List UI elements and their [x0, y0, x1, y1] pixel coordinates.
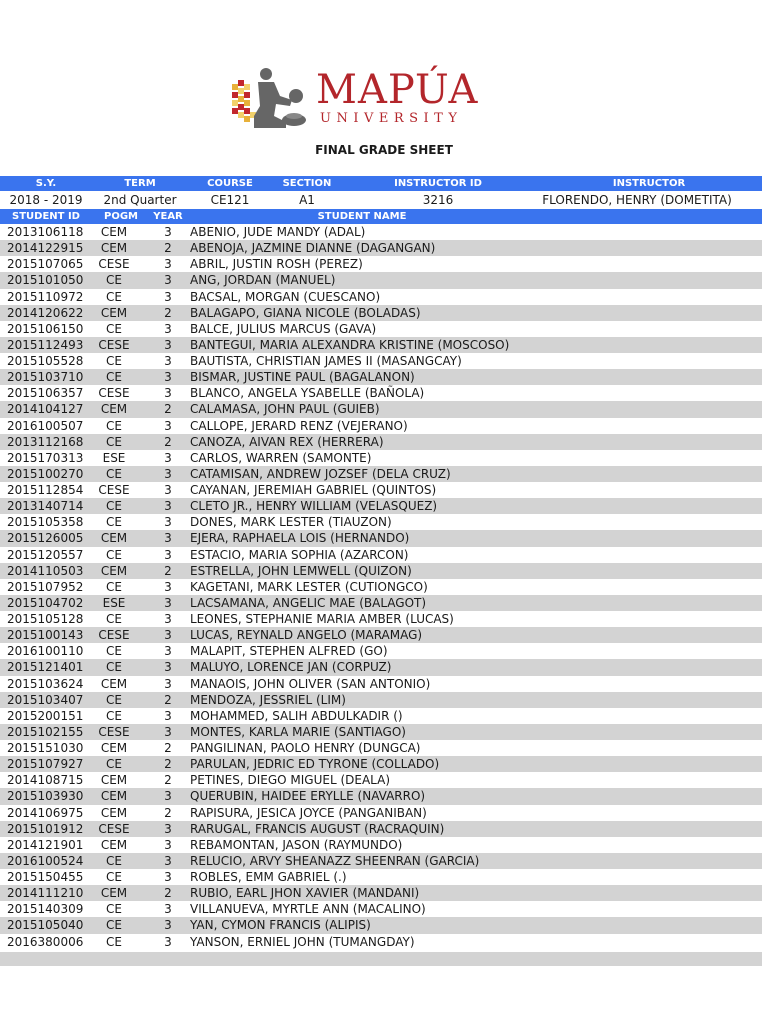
pogm-cell: CEM [100, 773, 128, 788]
university-seal-icon [230, 66, 310, 130]
table-row [0, 224, 762, 240]
student-name-cell: YAN, CYMON FRANCIS (ALIPIS) [190, 918, 371, 933]
year-cell: 2 [164, 241, 172, 256]
student-name-cell: BANTEGUI, MARIA ALEXANDRA KRISTINE (MOSCOSO) [190, 337, 510, 352]
student-name-cell: BALCE, JULIUS MARCUS (GAVA) [190, 321, 377, 336]
student-name-cell: REBAMONTAN, JASON (RAYMUNDO) [190, 837, 403, 852]
student-name-cell: ROBLES, EMM GABRIEL (.) [190, 870, 347, 884]
student-id-cell: 2015150455 [7, 870, 84, 884]
student-name-cell: EJERA, RAPHAELA LOIS (HERNANDO) [190, 531, 410, 546]
year-cell: 3 [164, 595, 172, 610]
table-row [0, 788, 762, 804]
year-cell: 3 [164, 902, 172, 917]
student-id-cell: 2015103624 [7, 676, 84, 691]
student-id-cell: 2015106357 [7, 386, 84, 401]
table-row [0, 708, 762, 724]
year-cell: 3 [164, 612, 172, 626]
pogm-cell: CE [106, 902, 122, 917]
year-cell: 2 [164, 773, 172, 788]
info-instructor: FLORENDO, HENRY (DOMETITA) [542, 193, 732, 207]
student-name-cell: CLETO JR., HENRY WILLIAM (VELASQUEZ) [190, 499, 438, 514]
student-name-cell: KAGETANI, MARK LESTER (CUTIONGCO) [190, 579, 428, 594]
pogm-cell: CE [106, 918, 122, 933]
table-row [0, 547, 762, 563]
student-name-cell: MENDOZA, JESSRIEL (LIM) [190, 692, 346, 707]
pogm-cell: CEM [100, 225, 128, 239]
table-footer-band [0, 952, 762, 966]
student-name-cell: ANG, JORDAN (MANUEL) [190, 273, 336, 288]
year-cell: 3 [164, 724, 172, 739]
university-logo [230, 66, 480, 130]
year-cell: 3 [164, 934, 172, 949]
table-row [0, 659, 762, 675]
header-section: SECTION [282, 178, 332, 189]
table-row [0, 643, 762, 659]
year-cell: 3 [164, 337, 172, 352]
info-instructor-id: 3216 [422, 193, 454, 207]
student-id-cell: 2014104127 [7, 402, 84, 417]
table-row [0, 676, 762, 692]
student-id-cell: 2013140714 [7, 499, 84, 514]
student-id-cell: 2014108715 [7, 773, 84, 788]
pogm-cell: CE [106, 289, 122, 304]
student-name-cell: CALLOPE, JERARD RENZ (VEJERANO) [190, 418, 408, 433]
student-id-cell: 2013112168 [7, 434, 84, 449]
pogm-cell: CESE [98, 257, 130, 272]
pogm-cell: CE [106, 660, 122, 675]
info-section: A1 [299, 193, 315, 207]
table-row [0, 595, 762, 611]
year-cell: 3 [164, 579, 172, 594]
year-cell: 3 [164, 660, 172, 675]
pogm-cell: CE [106, 466, 122, 481]
student-id-cell: 2015101912 [7, 821, 84, 836]
pogm-cell: CE [106, 370, 122, 385]
header-sy: S.Y. [35, 178, 57, 189]
year-cell: 3 [164, 870, 172, 884]
student-id-cell: 2015121401 [7, 660, 84, 675]
student-name-cell: QUERUBIN, HAIDEE ERYLLE (NAVARRO) [190, 789, 426, 804]
table-row [0, 450, 762, 466]
year-cell: 3 [164, 483, 172, 497]
student-id-cell: 2015102155 [7, 724, 84, 739]
student-id-cell: 2015107927 [7, 757, 84, 772]
student-id-cell: 2015107952 [7, 579, 84, 594]
pogm-cell: CEM [100, 563, 128, 578]
table-row [0, 369, 762, 385]
student-id-cell: 2014110503 [7, 563, 84, 578]
pogm-cell: CEM [100, 837, 128, 852]
pogm-cell: CEM [100, 676, 128, 691]
course-header-band [0, 176, 762, 191]
student-name-cell: PETINES, DIEGO MIGUEL (DEALA) [190, 773, 391, 788]
student-id-cell: 2015120557 [7, 547, 84, 562]
student-name-cell: MONTES, KARLA MARIE (SANTIAGO) [190, 724, 406, 739]
student-name-cell: ESTACIO, MARIA SOPHIA (AZARCON) [190, 547, 409, 562]
student-name-cell: LEONES, STEPHANIE MARIA AMBER (LUCAS) [190, 612, 454, 626]
header-pogm: POGM [104, 211, 138, 222]
student-name-cell: PANGILINAN, PAOLO HENRY (DUNGCA) [190, 741, 421, 755]
student-name-cell: BACSAL, MORGAN (CUESCANO) [190, 289, 381, 304]
table-row [0, 482, 762, 498]
table-row [0, 498, 762, 514]
pogm-cell: CEM [100, 402, 128, 417]
year-cell: 3 [164, 918, 172, 933]
pogm-cell: CE [106, 853, 122, 868]
year-cell: 2 [164, 563, 172, 578]
student-id-cell: 2016100524 [7, 853, 84, 868]
pogm-cell: CE [106, 354, 122, 368]
student-id-cell: 2014106975 [7, 805, 84, 820]
year-cell: 3 [164, 321, 172, 336]
year-cell: 3 [164, 273, 172, 288]
table-row [0, 934, 762, 950]
year-cell: 3 [164, 708, 172, 723]
year-cell: 3 [164, 450, 172, 465]
table-row [0, 901, 762, 917]
student-name-cell: RUBIO, EARL JHON XAVIER (MANDANI) [190, 886, 420, 901]
info-course: CE121 [210, 193, 250, 207]
pogm-cell: CESE [98, 337, 130, 352]
student-name-cell: MALAPIT, STEPHEN ALFRED (GO) [190, 644, 388, 659]
pogm-cell: CEM [100, 789, 128, 804]
header-student-id: STUDENT ID [12, 211, 80, 222]
year-cell: 3 [164, 466, 172, 481]
student-id-cell: 2014111210 [7, 886, 84, 901]
table-row [0, 772, 762, 788]
table-row [0, 434, 762, 450]
pogm-cell: CE [106, 934, 122, 949]
student-id-cell: 2015103710 [7, 370, 84, 385]
pogm-cell: CE [106, 612, 122, 626]
pogm-cell: CEM [100, 305, 128, 320]
pogm-cell: CESE [98, 724, 130, 739]
student-id-cell: 2015105128 [7, 612, 84, 626]
student-name-cell: ABENIO, JUDE MANDY (ADAL) [190, 225, 366, 239]
student-id-cell: 2015112854 [7, 483, 84, 497]
year-cell: 3 [164, 853, 172, 868]
table-row [0, 869, 762, 885]
header-instructor-id: INSTRUCTOR ID [394, 178, 482, 189]
year-cell: 3 [164, 225, 172, 239]
student-id-cell: 2015151030 [7, 741, 84, 755]
table-row [0, 611, 762, 627]
pogm-cell: CESE [98, 628, 130, 643]
table-row [0, 821, 762, 837]
table-row [0, 917, 762, 933]
table-row [0, 530, 762, 546]
table-row [0, 885, 762, 901]
student-id-cell: 2014120622 [7, 305, 84, 320]
year-cell: 2 [164, 402, 172, 417]
student-name-cell: RELUCIO, ARVY SHEANAZZ SHEENRAN (GARCIA) [190, 853, 480, 868]
student-id-cell: 2016100110 [7, 644, 84, 659]
table-row [0, 724, 762, 740]
header-instructor: INSTRUCTOR [612, 178, 686, 189]
student-name-cell: MALUYO, LORENCE JAN (CORPUZ) [190, 660, 392, 675]
year-cell: 3 [164, 386, 172, 401]
student-id-cell: 2015103930 [7, 789, 84, 804]
student-name-cell: RARUGAL, FRANCIS AUGUST (RACRAQUIN) [190, 821, 445, 836]
student-name-cell: DONES, MARK LESTER (TIAUZON) [190, 515, 392, 530]
student-id-cell: 2016100507 [7, 418, 84, 433]
pogm-cell: CE [106, 273, 122, 288]
university-name: MAPÚA [316, 67, 479, 113]
student-id-cell: 2015140309 [7, 902, 84, 917]
table-row [0, 240, 762, 256]
document-title: FINAL GRADE SHEET [315, 143, 453, 157]
student-id-cell: 2015112493 [7, 337, 84, 352]
pogm-cell: CESE [98, 386, 130, 401]
table-row [0, 305, 762, 321]
pogm-cell: CE [106, 692, 122, 707]
table-row [0, 756, 762, 772]
pogm-cell: CE [106, 579, 122, 594]
year-cell: 3 [164, 789, 172, 804]
table-row [0, 853, 762, 869]
year-cell: 2 [164, 305, 172, 320]
pogm-cell: CE [106, 321, 122, 336]
student-id-cell: 2015200151 [7, 708, 84, 723]
year-cell: 3 [164, 289, 172, 304]
table-row [0, 579, 762, 595]
pogm-cell: CEM [100, 531, 128, 546]
student-name-cell: CARLOS, WARREN (SAMONTE) [190, 450, 372, 465]
student-id-cell: 2015100270 [7, 466, 84, 481]
header-year: YEAR [153, 211, 183, 222]
student-id-cell: 2015107065 [7, 257, 84, 272]
header-term: TERM [124, 178, 156, 189]
student-id-cell: 2015101050 [7, 273, 84, 288]
university-subtitle: UNIVERSITY [320, 111, 463, 126]
pogm-cell: CEM [100, 241, 128, 256]
pogm-cell: ESE [102, 450, 126, 465]
year-cell: 3 [164, 821, 172, 836]
year-cell: 3 [164, 499, 172, 514]
student-id-cell: 2015110972 [7, 289, 84, 304]
table-row [0, 353, 762, 369]
year-cell: 2 [164, 757, 172, 772]
year-cell: 3 [164, 515, 172, 530]
student-id-cell: 2013106118 [7, 225, 84, 239]
student-id-cell: 2015105528 [7, 354, 84, 368]
student-name-cell: ABRIL, JUSTIN ROSH (PEREZ) [190, 257, 363, 272]
student-id-cell: 2015126005 [7, 531, 84, 546]
student-name-cell: CAYANAN, JEREMIAH GABRIEL (QUINTOS) [190, 483, 437, 497]
pogm-cell: CE [106, 757, 122, 772]
student-name-cell: BLANCO, ANGELA YSABELLE (BAÑOLA) [190, 386, 425, 401]
pogm-cell: CEM [100, 741, 128, 755]
year-cell: 3 [164, 676, 172, 691]
year-cell: 3 [164, 628, 172, 643]
pogm-cell: CESE [98, 483, 130, 497]
student-table [0, 224, 762, 950]
student-id-cell: 2014121901 [7, 837, 84, 852]
student-name-cell: PARULAN, JEDRIC ED TYRONE (COLLADO) [190, 757, 440, 772]
student-name-cell: MOHAMMED, SALIH ABDULKADIR () [190, 708, 403, 723]
year-cell: 3 [164, 257, 172, 272]
table-row [0, 563, 762, 579]
year-cell: 2 [164, 741, 172, 755]
course-info-row [0, 192, 762, 208]
table-row [0, 627, 762, 643]
student-name-cell: VILLANUEVA, MYRTLE ANN (MACALINO) [190, 902, 426, 917]
info-term: 2nd Quarter [103, 193, 177, 207]
table-row [0, 466, 762, 482]
table-row [0, 740, 762, 756]
table-row [0, 289, 762, 305]
table-row [0, 256, 762, 272]
header-student-name: STUDENT NAME [317, 211, 407, 222]
year-cell: 3 [164, 837, 172, 852]
table-row [0, 321, 762, 337]
student-name-cell: BALAGAPO, GIANA NICOLE (BOLADAS) [190, 305, 421, 320]
student-id-cell: 2015170313 [7, 450, 84, 465]
student-id-cell: 2015105358 [7, 515, 84, 530]
pogm-cell: CE [106, 434, 122, 449]
student-id-cell: 2015106150 [7, 321, 84, 336]
pogm-cell: CESE [98, 821, 130, 836]
student-id-cell: 2014122915 [7, 241, 84, 256]
student-header-band [0, 209, 762, 224]
table-row [0, 418, 762, 434]
table-row [0, 805, 762, 821]
student-name-cell: RAPISURA, JESICA JOYCE (PANGANIBAN) [190, 805, 427, 820]
student-name-cell: LACSAMANA, ANGELIC MAE (BALAGOT) [190, 595, 427, 610]
table-row [0, 385, 762, 401]
student-name-cell: CANOZA, AIVAN REX (HERRERA) [190, 434, 384, 449]
header-course: COURSE [207, 178, 253, 189]
pogm-cell: CE [106, 870, 122, 884]
pogm-cell: CE [106, 515, 122, 530]
student-name-cell: CATAMISAN, ANDREW JOZSEF (DELA CRUZ) [190, 466, 451, 481]
pogm-cell: CE [106, 418, 122, 433]
year-cell: 3 [164, 531, 172, 546]
table-row [0, 337, 762, 353]
year-cell: 3 [164, 354, 172, 368]
year-cell: 2 [164, 886, 172, 901]
student-name-cell: YANSON, ERNIEL JOHN (TUMANGDAY) [190, 934, 415, 949]
table-row [0, 514, 762, 530]
year-cell: 2 [164, 805, 172, 820]
student-name-cell: BISMAR, JUSTINE PAUL (BAGALANON) [190, 370, 415, 385]
table-row [0, 401, 762, 417]
pogm-cell: CE [106, 708, 122, 723]
student-id-cell: 2016380006 [7, 934, 84, 949]
year-cell: 2 [164, 434, 172, 449]
year-cell: 2 [164, 692, 172, 707]
year-cell: 3 [164, 644, 172, 659]
student-name-cell: BAUTISTA, CHRISTIAN JAMES II (MASANGCAY) [190, 354, 462, 368]
pogm-cell: CE [106, 644, 122, 659]
student-id-cell: 2015105040 [7, 918, 84, 933]
year-cell: 3 [164, 418, 172, 433]
pogm-cell: ESE [102, 595, 126, 610]
pogm-cell: CE [106, 547, 122, 562]
student-id-cell: 2015100143 [7, 628, 84, 643]
year-cell: 3 [164, 547, 172, 562]
info-sy: 2018 - 2019 [9, 193, 83, 207]
student-name-cell: CALAMASA, JOHN PAUL (GUIEB) [190, 402, 380, 417]
pogm-cell: CEM [100, 805, 128, 820]
table-row [0, 272, 762, 288]
student-name-cell: ESTRELLA, JOHN LEMWELL (QUIZON) [190, 563, 412, 578]
table-row [0, 837, 762, 853]
student-name-cell: MANAOIS, JOHN OLIVER (SAN ANTONIO) [190, 676, 431, 691]
student-id-cell: 2015103407 [7, 692, 84, 707]
table-row [0, 692, 762, 708]
year-cell: 3 [164, 370, 172, 385]
pogm-cell: CEM [100, 886, 128, 901]
student-name-cell: ABENOJA, JAZMINE DIANNE (DAGANGAN) [190, 241, 436, 256]
pogm-cell: CE [106, 499, 122, 514]
student-id-cell: 2015104702 [7, 595, 84, 610]
student-name-cell: LUCAS, REYNALD ANGELO (MARAMAG) [190, 628, 423, 643]
